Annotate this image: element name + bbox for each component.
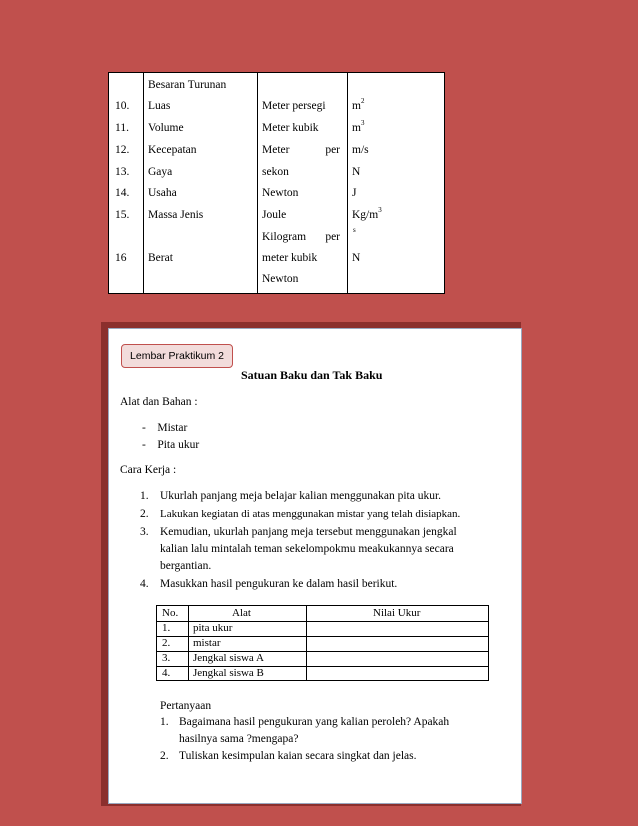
unit-name: sekon [262, 166, 289, 178]
quantity-name: Gaya [148, 166, 173, 178]
sheet-title: Satuan Baku dan Tak Baku [241, 368, 383, 382]
unit-name: Newton [262, 187, 299, 199]
question-text: Bagaimana hasil pengukuran yang kalian peroleh? Apakah [179, 716, 450, 728]
unit-name: Newton [262, 273, 299, 285]
derived-quantities-table [108, 72, 445, 294]
step-number: 3. [140, 526, 149, 538]
unit-name: Joule [262, 209, 287, 221]
column-divider [306, 606, 307, 680]
quantity-name: Usaha [148, 187, 177, 199]
unit-symbol: $Kg/m^3$ [352, 206, 382, 221]
table-header: Besaran Turunan [148, 79, 227, 91]
row-number: 10. [115, 100, 130, 112]
materials-heading: Alat dan Bahan : [120, 396, 198, 408]
quantity-name: Luas [148, 100, 171, 112]
step-number: 2. [140, 508, 149, 520]
questions-heading: Pertanyaan [160, 700, 212, 712]
column-divider [347, 73, 348, 293]
step-number: 4. [140, 578, 149, 590]
table-cell: 1. [162, 622, 171, 634]
column-divider [188, 606, 189, 680]
row-number: 11. [115, 122, 129, 134]
question-number: 2. [160, 750, 169, 762]
quantity-name: Berat [148, 252, 173, 264]
column-divider [257, 73, 258, 293]
step-text: Lakukan kegiatan di atas menggunakan mistar yang telah disiapkan. [160, 508, 461, 520]
quantity-name: Massa Jenis [148, 209, 204, 221]
unit-symbol: N [352, 252, 361, 264]
step-text: kalian lalu mintalah teman sekelompokmu meakukannya secara [160, 543, 454, 555]
step-text: bergantian. [160, 560, 212, 572]
table-cell: mistar [193, 637, 221, 649]
practice-sheet [108, 328, 522, 804]
table-cell: Jengkal siswa A [193, 652, 264, 664]
unit-name: Meter persegi [262, 100, 326, 112]
step-text: Kemudian, ukurlah panjang meja tersebut menggunakan jengkal [160, 526, 457, 538]
list-item: - Pita ukur [142, 439, 200, 451]
column-header: Nilai Ukur [373, 607, 421, 619]
list-item: - Mistar [142, 422, 188, 434]
question-text: hasilnya sama ?mengapa? [179, 733, 299, 745]
unit-name: Kilogram per [262, 231, 340, 243]
row-number: 13. [115, 166, 130, 178]
table-cell: 4. [162, 667, 171, 679]
question-number: 1. [160, 716, 169, 728]
row-number: 16 [115, 252, 127, 264]
table-cell: 3. [162, 652, 171, 664]
unit-symbol: J [352, 187, 357, 199]
unit-name: Meter per [262, 144, 340, 156]
quantity-name: Volume [148, 122, 184, 134]
column-header: Alat [232, 607, 251, 619]
table-cell: Jengkal siswa B [193, 667, 264, 679]
step-text: Masukkan hasil pengukuran ke dalam hasil berikut. [160, 578, 398, 590]
unit-symbol: $m^3$ [352, 119, 365, 134]
unit-symbol: $m^2$ [352, 97, 365, 112]
question-text: Tuliskan kesimpulan kaian secara singkat dan jelas. [179, 750, 417, 762]
step-number: 1. [140, 490, 149, 502]
row-number: 14. [115, 187, 130, 199]
unit-name: Meter kubik [262, 122, 319, 134]
row-number: 12. [115, 144, 130, 156]
table-cell: 2. [162, 637, 171, 649]
unit-symbol: m/s [352, 144, 369, 156]
unit-symbol-fragment: s [353, 226, 356, 234]
column-header: No. [162, 607, 179, 619]
step-text: Ukurlah panjang meja belajar kalian menggunakan pita ukur. [160, 490, 442, 502]
table-cell: pita ukur [193, 622, 233, 634]
unit-name: meter kubik [262, 252, 318, 264]
quantity-name: Kecepatan [148, 144, 197, 156]
measurement-table [156, 605, 489, 681]
row-number: 15. [115, 209, 130, 221]
procedure-heading: Cara Kerja : [120, 464, 177, 476]
column-divider [143, 73, 144, 293]
unit-symbol: N [352, 166, 361, 178]
sheet-badge: Lembar Praktikum 2 [121, 344, 233, 368]
